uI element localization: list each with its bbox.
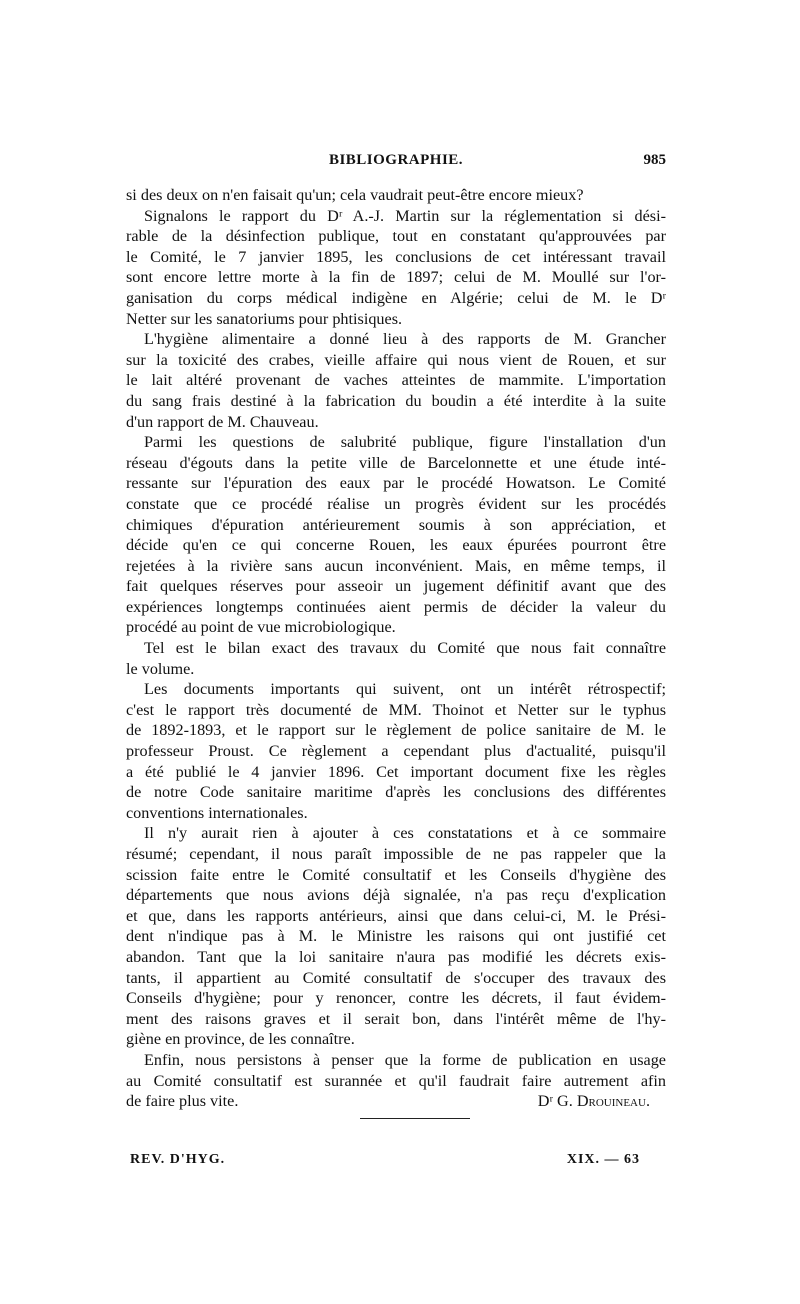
text-line: giène en province, de les connaître. bbox=[126, 1030, 355, 1049]
text-line: dent n'indique pas à M. le Ministre les raisons qui ont justifié cet bbox=[126, 927, 666, 946]
text-line: d'un rapport de M. Chauveau. bbox=[126, 412, 319, 431]
text-line: si des deux on n'en faisait qu'un; cela vaudrait peut-être encore mieux? bbox=[126, 186, 584, 204]
page-number: 985 bbox=[643, 152, 666, 168]
text-line: départements que nous avions déjà signalée, n'a pas reçu d'explication bbox=[126, 886, 666, 905]
text-line: professeur Proust. Ce règlement a cependant plus d'actualité, puisqu'il bbox=[126, 742, 666, 761]
text-line: le lait altéré provenant de vaches atteintes de mammite. L'importation bbox=[126, 371, 666, 390]
text-line: rejetées à la rivière sans aucun inconvénient. Mais, en même temps, il bbox=[126, 556, 666, 575]
text-line: Enfin, nous persistons à penser que la forme de publication en usage bbox=[144, 1050, 666, 1069]
text-line: Conseils d'hygiène; pour y renoncer, contre les décrets, il faut évidem- bbox=[126, 989, 666, 1008]
text-line: le volume. bbox=[126, 659, 195, 678]
running-head bbox=[126, 152, 666, 182]
text-line: scission faite entre le Comité consultatif et les Conseils d'hygiène des bbox=[126, 865, 666, 884]
text-line: réseau d'égouts dans la petite ville de Barcelonnette et une étude inté- bbox=[126, 453, 666, 472]
text-line: abandon. Tant que la loi sanitaire n'aura pas modifié les décrets exis- bbox=[126, 947, 666, 966]
text-line: ment des raisons graves et il serait bon, dans l'intérêt même de l'hy- bbox=[126, 1009, 666, 1028]
text-line: ganisation du corps médical indigène en Algérie; celui de M. le Dʳ bbox=[126, 288, 666, 307]
text-line: sur la toxicité des crabes, vieille affaire qui nous vient de Rouen, et sur bbox=[126, 350, 666, 369]
text-line: expériences longtemps continuées aient permis de décider la valeur du bbox=[126, 597, 666, 616]
text-line: rable de la désinfection publique, tout en constatant qu'approuvées par bbox=[126, 227, 666, 246]
text-line: de 1892-1893, et le rapport sur le règlement de police sanitaire de M. le bbox=[126, 721, 666, 740]
text-line: conventions internationales. bbox=[126, 803, 308, 822]
text-line: de notre Code sanitaire maritime d'après les conclusions des différentes bbox=[126, 783, 666, 802]
text-line: décide qu'en ce qui concerne Rouen, les eaux épurées pourront être bbox=[126, 536, 666, 555]
text-line: au Comité consultatif est surannée et qu'il faudrait faire autrement afin bbox=[126, 1071, 666, 1090]
text-line: Il n'y aurait rien à ajouter à ces constatations et à ce sommaire bbox=[144, 824, 666, 843]
text-line: Netter sur les sanatoriums pour phtisiques. bbox=[126, 309, 403, 328]
text-line: L'hygiène alimentaire a donné lieu à des rapports de M. Grancher bbox=[144, 330, 666, 349]
text-line: résumé; cependant, il nous paraît impossible de ne pas rappeler que la bbox=[126, 845, 666, 863]
text-line: chimiques d'épuration antérieurement soumis à son appréciation, et bbox=[126, 515, 666, 534]
text-line: de faire plus vite. bbox=[126, 1092, 239, 1111]
text-line: Signalons le rapport du Dʳ A.-J. Martin sur la réglementation si dési- bbox=[144, 206, 666, 225]
text-line: et que, dans les rapports antérieurs, ainsi que dans celui-ci, M. le Prési- bbox=[126, 906, 666, 925]
text-line: Tel est le bilan exact des travaux du Comité que nous fait connaître bbox=[144, 639, 666, 658]
text-line: sont encore lettre morte à la fin de 1897; celui de M. Moullé sur l'or- bbox=[126, 268, 666, 287]
section-title: BIBLIOGRAPHIE. bbox=[328, 152, 464, 168]
text-line: le Comité, le 7 janvier 1895, les conclusions de cet intéressant travail bbox=[126, 247, 666, 266]
text-line: ressante sur l'épuration des eaux par le procédé Howatson. Le Comité bbox=[126, 474, 666, 493]
text-line: c'est le rapport très documenté de MM. Thoinot et Netter sur le typhus bbox=[126, 700, 666, 719]
text-line: du sang frais destiné à la fabrication du boudin a été interdite à la suite bbox=[126, 391, 666, 410]
journal-abbreviation: REV. D'HYG. bbox=[130, 1152, 226, 1167]
text-line: tants, il appartient au Comité consultatif de s'occuper des travaux des bbox=[126, 968, 666, 987]
body-text bbox=[126, 185, 666, 1112]
text-line: constate que ce procédé réalise un progrès évident sur les procédés bbox=[126, 494, 666, 513]
footer bbox=[130, 1152, 640, 1176]
text-line: procédé au point de vue microbiologique. bbox=[126, 618, 396, 637]
text-line: Les documents importants qui suivent, ont un intérêt rétrospectif; bbox=[144, 680, 666, 699]
text-line: fait quelques réserves pour asseoir un jugement définitif avant que des bbox=[126, 577, 666, 596]
volume-signature: XIX. — 63 bbox=[566, 1152, 640, 1167]
footer-rule bbox=[360, 1118, 470, 1119]
text-line: a été publié le 4 janvier 1896. Cet important document fixe les règles bbox=[126, 762, 666, 781]
text-line: Parmi les questions de salubrité publique, figure l'installation d'un bbox=[144, 433, 666, 452]
author-signature: Dʳ G. Drouineau. bbox=[537, 1092, 650, 1111]
